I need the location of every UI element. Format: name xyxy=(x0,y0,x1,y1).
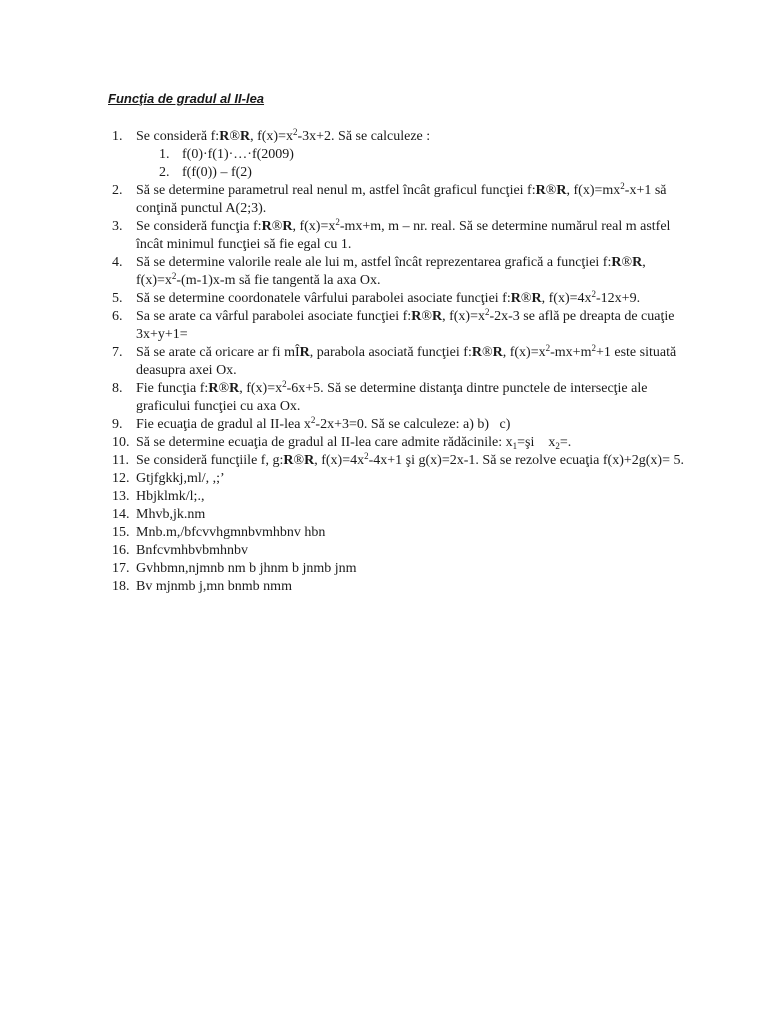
problem-item xyxy=(108,254,684,290)
problem-number: 6. xyxy=(112,309,123,324)
problem-text: Se consideră f:R®R, $f(x)=x^2-3x+2$. Să se calculeze : xyxy=(136,127,431,144)
problem-text: Se consideră funcţiile f, g:R®R, $f(x)=4x^2-4x+1$ şi g(x)=2x-1. Să se rezolve ecuaţia f(x)+2g(x)= 5. xyxy=(136,451,684,468)
subproblem-text: f(0)·f(1)·…·f(2009) xyxy=(182,147,294,162)
problem-text: Să se determine parametrul real nenul m, astfel încât graficul funcţiei f:R®R, $f(x)=mx^2-x+1$ să conţină punctul A(2;3). xyxy=(136,181,667,216)
problem-item xyxy=(108,308,684,344)
subproblem-item xyxy=(136,164,684,182)
problem-item xyxy=(108,506,684,524)
subproblem-number: 2. xyxy=(159,165,170,180)
problem-number: 14. xyxy=(112,507,130,522)
problem-number: 16. xyxy=(112,543,130,558)
problem-text: Să se determine coordonatele vârfului parabolei asociate funcţiei f:R®R, $f(x)=4x^2-12x+9$. xyxy=(136,289,641,306)
problem-item xyxy=(108,434,684,452)
problem-item xyxy=(108,290,684,308)
problem-item xyxy=(108,560,684,578)
problem-text: Să se determine valorile reale ale lui m, astfel încât reprezentarea grafică a funcţiei f:R®R, $f(x)=x^2-(m-1)x-m$ să fie tangentă la axa Ox. xyxy=(136,255,646,288)
problem-text: Gvhbmn,njmnb nm b jhnm b jnmb jnm xyxy=(136,561,357,576)
problem-text: Bv mjnmb j,mn bnmb nmm xyxy=(136,579,292,594)
problem-number: 9. xyxy=(112,417,123,432)
problem-number: 11. xyxy=(112,453,129,468)
problem-number: 15. xyxy=(112,525,130,540)
problem-item xyxy=(108,344,684,380)
problem-number: 4. xyxy=(112,255,123,270)
problem-text: Să se determine ecuaţia de gradul al II-lea care admite rădăcinile: $x_1=şi$ $x_2=$. xyxy=(136,435,572,451)
problem-item xyxy=(108,380,684,416)
problem-item xyxy=(108,524,684,542)
problem-item xyxy=(108,452,684,470)
problem-item xyxy=(108,182,684,218)
problem-number: 13. xyxy=(112,489,130,504)
subproblem-text: f(f(0)) – f(2) xyxy=(182,165,252,180)
problem-item xyxy=(108,218,684,254)
problem-text: Se consideră funcţia f:R®R, $f(x)=x^2-mx+m$, m – nr. real. Să se determine numărul real m astfel încât minimul funcţiei să fie egal cu 1. xyxy=(136,217,671,252)
problem-text: Bnfcvmhbvbmhnbv xyxy=(136,543,248,558)
subproblem-item xyxy=(136,146,684,164)
problem-item xyxy=(108,128,684,182)
subproblem-list xyxy=(136,146,684,182)
problem-item xyxy=(108,470,684,488)
problem-text: Sa se arate ca vârful parabolei asociate funcţiei f:R®R, $f(x)=x^2-2x-3$ se află pe dreapta de cuaţie 3x+y+1= xyxy=(136,307,675,342)
problem-number: 7. xyxy=(112,345,123,360)
problem-number: 2. xyxy=(112,183,123,198)
problem-number: 3. xyxy=(112,219,123,234)
problem-number: 12. xyxy=(112,471,130,486)
problem-text: Mnb.m,/bfcvvhgmnbvmhbnv hbn xyxy=(136,525,326,540)
problem-text: Gtjfgkkj,ml/, ,;’ xyxy=(136,471,225,486)
problem-item xyxy=(108,542,684,560)
problem-number: 1. xyxy=(112,129,123,144)
document-title: Funcţia de gradul al II-lea xyxy=(108,91,265,106)
subproblem-number: 1. xyxy=(159,147,170,162)
problem-item xyxy=(108,488,684,506)
problem-number: 18. xyxy=(112,579,130,594)
problem-number: 8. xyxy=(112,381,123,396)
problem-text: Fie ecuaţia de gradul al II-lea $x^2-2x+3=0$. Să se calculeze: a) b) c) xyxy=(136,415,511,432)
problem-text: Hbjklmk/l;., xyxy=(136,489,205,504)
problem-text: Fie funcţia f:R®R, $f(x)=x^2-6x+5$. Să se determine distanţa dintre punctele de intersecţie ale graficului funcţiei cu axa Ox. xyxy=(136,379,648,414)
problem-number: 17. xyxy=(112,561,130,576)
problem-number: 10. xyxy=(112,435,130,450)
problem-text: Să se arate că oricare ar fi mÎR, parabola asociată funcţiei f:R®R, $f(x)=x^2-mx+m^2+1$ este situată deasupra axei Ox. xyxy=(136,343,677,378)
problem-number: 5. xyxy=(112,291,123,306)
problem-text: Mhvb,jk.nm xyxy=(136,507,206,522)
problem-list xyxy=(108,128,684,596)
problem-item xyxy=(108,416,684,434)
problem-item xyxy=(108,578,684,596)
